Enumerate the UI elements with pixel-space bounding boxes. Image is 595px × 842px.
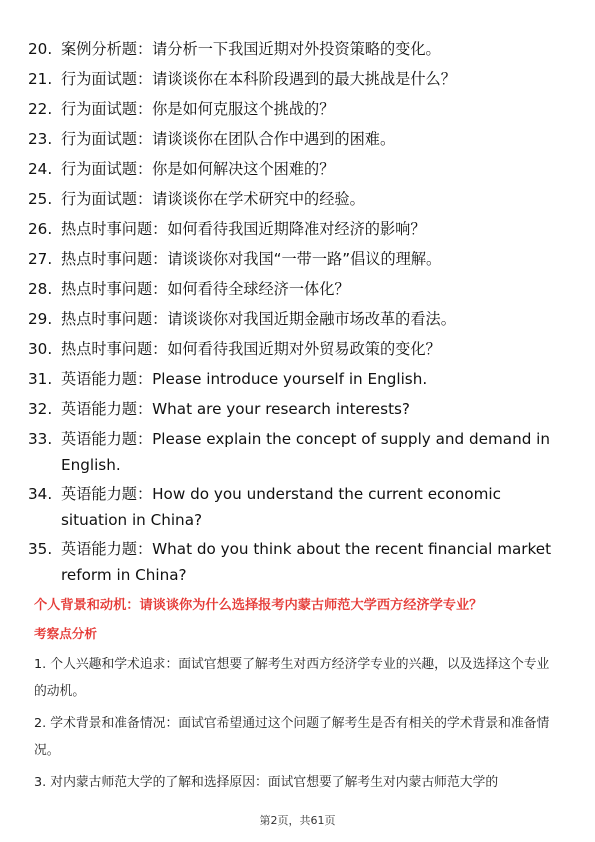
question-number: 35. (28, 540, 53, 558)
question-item (28, 426, 568, 478)
question-item (28, 216, 568, 243)
section-subtitle: 考察点分析 (34, 626, 97, 641)
question-text: 热点时事问题：请谈谈你对我国近期金融市场改革的看法。 (61, 310, 456, 328)
question-number: 33. (28, 430, 53, 448)
question-text: 热点时事问题：请谈谈你对我国“一带一路”倡议的理解。 (61, 250, 442, 268)
analysis-section (34, 594, 562, 797)
question-item (28, 36, 568, 63)
question-text: 热点时事问题：如何看待我国近期降准对经济的影响？ (61, 220, 426, 238)
page-footer: 第2页，共61页 (259, 814, 336, 827)
question-number: 22. (28, 100, 53, 118)
analysis-paragraph: 1. 个人兴趣和学术追求：面试官想要了解考生对西方经济学专业的兴趣，以及选择这个专业的动机。 (34, 657, 550, 699)
question-text: 案例分析题：请分析一下我国近期对外投资策略的变化。 (61, 40, 441, 58)
question-number: 24. (28, 160, 53, 178)
question-item (28, 276, 568, 303)
question-text: 热点时事问题：如何看待我国近期对外贸易政策的变化？ (61, 340, 441, 358)
question-text: 行为面试题：你是如何克服这个挑战的？ (61, 100, 335, 118)
question-text: 英语能力题：What do you think about the recent financial market reform in China? (61, 540, 552, 584)
question-item (28, 306, 568, 333)
question-number: 28. (28, 280, 53, 298)
question-item (28, 66, 568, 93)
analysis-paragraph: 2. 学术背景和准备情况：面试官希望通过这个问题了解考生是否有相关的学术背景和准备情况。 (34, 716, 550, 758)
question-number: 31. (28, 370, 53, 388)
question-list (28, 36, 568, 591)
question-number: 30. (28, 340, 53, 358)
question-item (28, 156, 568, 183)
question-text: 行为面试题：请谈谈你在团队合作中遇到的困难。 (61, 130, 396, 148)
question-text: 英语能力题：Please explain the concept of supply and demand in English. (61, 430, 551, 474)
question-number: 21. (28, 70, 53, 88)
question-item (28, 96, 568, 123)
question-text: 行为面试题：你是如何解决这个困难的？ (61, 160, 335, 178)
question-item (28, 396, 568, 423)
question-item (28, 336, 568, 363)
question-item (28, 481, 568, 533)
question-number: 32. (28, 400, 53, 418)
question-item (28, 366, 568, 393)
question-text: 英语能力题：Please introduce yourself in English. (61, 370, 428, 388)
question-text: 行为面试题：请谈谈你在学术研究中的经验。 (61, 190, 365, 208)
question-item (28, 246, 568, 273)
section-title: 个人背景和动机：请谈谈你为什么选择报考内蒙古师范大学西方经济学专业？ (34, 598, 483, 613)
question-number: 20. (28, 40, 53, 58)
question-number: 26. (28, 220, 53, 238)
question-number: 27. (28, 250, 53, 268)
question-item (28, 536, 568, 588)
question-number: 29. (28, 310, 53, 328)
question-text: 热点时事问题：如何看待全球经济一体化？ (61, 280, 350, 298)
question-text: 行为面试题：请谈谈你在本科阶段遇到的最大挑战是什么？ (61, 70, 456, 88)
question-number: 34. (28, 485, 53, 503)
question-text: 英语能力题：How do you understand the current economic situation in China? (61, 485, 501, 529)
question-item (28, 126, 568, 153)
analysis-paragraph: 3. 对内蒙古师范大学的了解和选择原因：面试官想要了解考生对内蒙古师范大学的 (34, 775, 499, 790)
question-number: 23. (28, 130, 53, 148)
question-text: 英语能力题：What are your research interests? (61, 400, 410, 418)
question-item (28, 186, 568, 213)
question-number: 25. (28, 190, 53, 208)
